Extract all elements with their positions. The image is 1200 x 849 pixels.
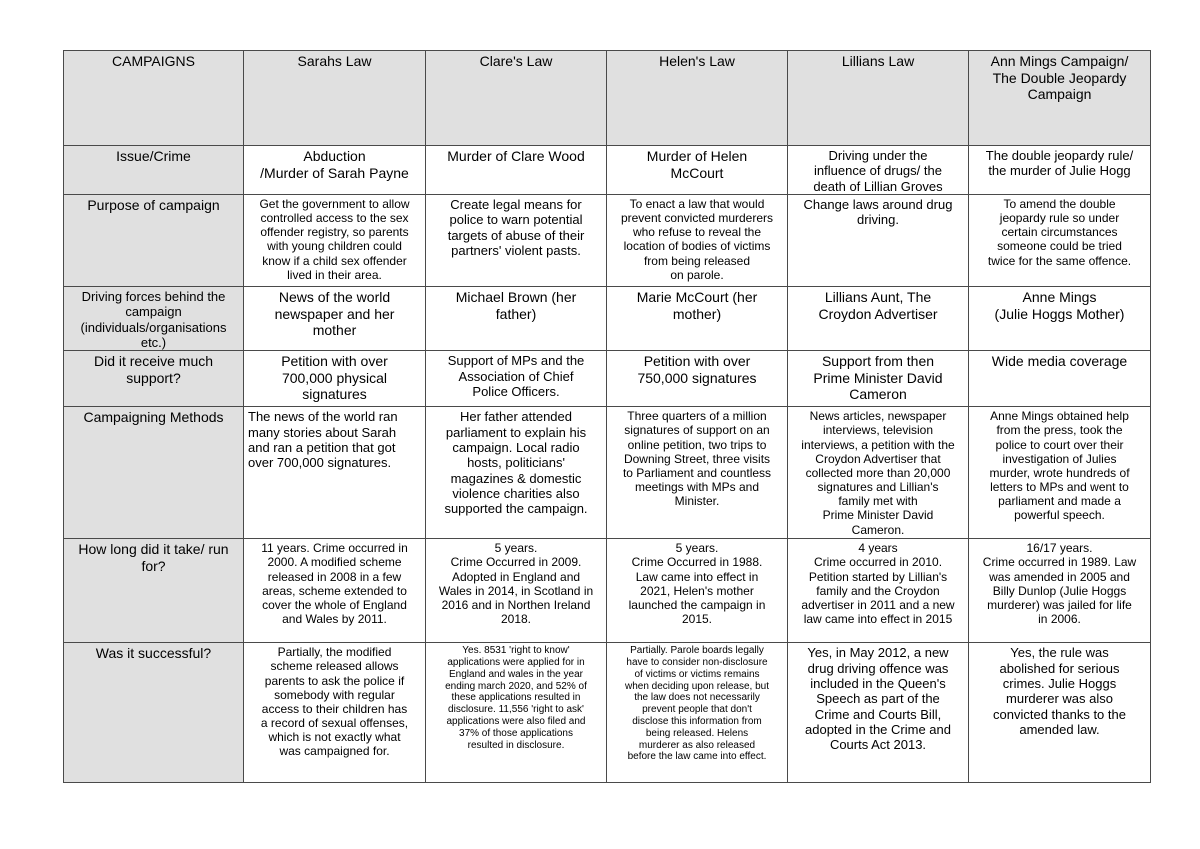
row-label: How long did it take/ run for? bbox=[64, 539, 244, 643]
table-cell: Three quarters of a million signatures of support on an online petition, two trips to Downing Street, three visits to Parliament and countless meetings with MPs and Minister. bbox=[607, 407, 788, 539]
table-cell: News of the world newspaper and her mother bbox=[244, 286, 426, 350]
row-label: Campaigning Methods bbox=[64, 407, 244, 539]
table-row-methods bbox=[64, 407, 1151, 539]
table-cell: To amend the double jeopardy rule so under certain circumstances someone could be tried twice for the same offence. bbox=[969, 194, 1151, 286]
header-cell-helens-law: Helen's Law bbox=[607, 51, 788, 146]
row-label: Was it successful? bbox=[64, 643, 244, 783]
row-label: Did it receive much support? bbox=[64, 351, 244, 407]
table-cell: 4 years Crime occurred in 2010. Petition started by Lillian's family and the Croydon advertiser in 2011 and a new law came into effect in 2015 bbox=[788, 539, 969, 643]
table-cell: Lillians Aunt, The Croydon Advertiser bbox=[788, 286, 969, 350]
table-cell: To enact a law that would prevent convicted murderers who refuse to reveal the location of bodies of victims from being released on parole. bbox=[607, 194, 788, 286]
table-cell: The double jeopardy rule/ the murder of Julie Hogg bbox=[969, 146, 1151, 195]
table-cell: 5 years. Crime Occurred in 1988. Law came into effect in 2021, Helen's mother launched the campaign in 2015. bbox=[607, 539, 788, 643]
table-cell: 11 years. Crime occurred in 2000. A modified scheme released in 2008 in a few areas, scheme extended to cover the whole of England and Wales by 2011. bbox=[244, 539, 426, 643]
table-cell: News articles, newspaper interviews, television interviews, a petition with the Croydon Advertiser that collected more than 20,000 signatures and Lillian's family met with Prime Minister David Cameron. bbox=[788, 407, 969, 539]
table-cell: Marie McCourt (her mother) bbox=[607, 286, 788, 350]
row-label: Purpose of campaign bbox=[64, 194, 244, 286]
table-cell: Yes, in May 2012, a new drug driving offence was included in the Queen's Speech as part of the Crime and Courts Bill, adopted in the Crime and Courts Act 2013. bbox=[788, 643, 969, 783]
header-cell-ann-mings-campaign: Ann Mings Campaign/ The Double Jeopardy Campaign bbox=[969, 51, 1151, 146]
table-cell: The news of the world ran many stories about Sarah and ran a petition that got over 700,000 signatures. bbox=[244, 407, 426, 539]
table-cell: Anne Mings obtained help from the press, took the police to court over their investigation of Julies murder, wrote hundreds of letters to MPs and went to parliament and made a powerful speech. bbox=[969, 407, 1151, 539]
table-cell: 16/17 years. Crime occurred in 1989. Law was amended in 2005 and Billy Dunlop (Julie Hoggs murderer) was jailed for life in 2006. bbox=[969, 539, 1151, 643]
table-cell: Create legal means for police to warn potential targets of abuse of their partners' violent pasts. bbox=[426, 194, 607, 286]
table-cell: Yes, the rule was abolished for serious crimes. Julie Hoggs murderer was also convicted thanks to the amended law. bbox=[969, 643, 1151, 783]
table-cell: Partially, the modified scheme released allows parents to ask the police if somebody with regular access to their children has a record of sexual offenses, which is not exactly what was campaigned for. bbox=[244, 643, 426, 783]
table-cell: Murder of Clare Wood bbox=[426, 146, 607, 195]
table-cell: Michael Brown (her father) bbox=[426, 286, 607, 350]
table-cell: Yes. 8531 'right to know' applications were applied for in England and wales in the year ending march 2020, and 52% of these applications resulted in disclosure. 11,556 'right to ask' applications were also filed and 37% of those applications resulted in disclosure. bbox=[426, 643, 607, 783]
header-cell-lillians-law: Lillians Law bbox=[788, 51, 969, 146]
table-row-issue-crime bbox=[64, 146, 1151, 195]
table-cell: Driving under the influence of drugs/ the death of Lillian Groves bbox=[788, 146, 969, 195]
table-cell: Support from then Prime Minister David Cameron bbox=[788, 351, 969, 407]
table-row-success bbox=[64, 643, 1151, 783]
table-cell: Wide media coverage bbox=[969, 351, 1151, 407]
table-cell: Abduction /Murder of Sarah Payne bbox=[244, 146, 426, 195]
table-cell: Murder of Helen McCourt bbox=[607, 146, 788, 195]
row-label: Issue/Crime bbox=[64, 146, 244, 195]
table-cell: 5 years. Crime Occurred in 2009. Adopted in England and Wales in 2014, in Scotland in 2016 and in Northen Ireland 2018. bbox=[426, 539, 607, 643]
row-label: Driving forces behind the campaign (individuals/organisations etc.) bbox=[64, 286, 244, 350]
campaigns-table bbox=[63, 50, 1151, 783]
table-row-support bbox=[64, 351, 1151, 407]
header-cell-clares-law: Clare's Law bbox=[426, 51, 607, 146]
table-cell: Anne Mings (Julie Hoggs Mother) bbox=[969, 286, 1151, 350]
table-cell: Her father attended parliament to explain his campaign. Local radio hosts, politicians' magazines & domestic violence charities also supported the campaign. bbox=[426, 407, 607, 539]
header-row bbox=[64, 51, 1151, 146]
table-cell: Petition with over 750,000 signatures bbox=[607, 351, 788, 407]
table-row-duration bbox=[64, 539, 1151, 643]
table-cell: Partially. Parole boards legally have to consider non-disclosure of victims or victims remains when deciding upon release, but the law does not necessarily prevent people that don't disclose this information from being released. Helens murderer as also released before the law came into effect. bbox=[607, 643, 788, 783]
header-cell-sarahs-law: Sarahs Law bbox=[244, 51, 426, 146]
table-cell: Petition with over 700,000 physical signatures bbox=[244, 351, 426, 407]
table-cell: Get the government to allow controlled access to the sex offender registry, so parents with young children could know if a child sex offender lived in their area. bbox=[244, 194, 426, 286]
header-cell-campaigns: CAMPAIGNS bbox=[64, 51, 244, 146]
table-row-driving-forces bbox=[64, 286, 1151, 350]
table-cell: Support of MPs and the Association of Chief Police Officers. bbox=[426, 351, 607, 407]
table-row-purpose bbox=[64, 194, 1151, 286]
table-cell: Change laws around drug driving. bbox=[788, 194, 969, 286]
